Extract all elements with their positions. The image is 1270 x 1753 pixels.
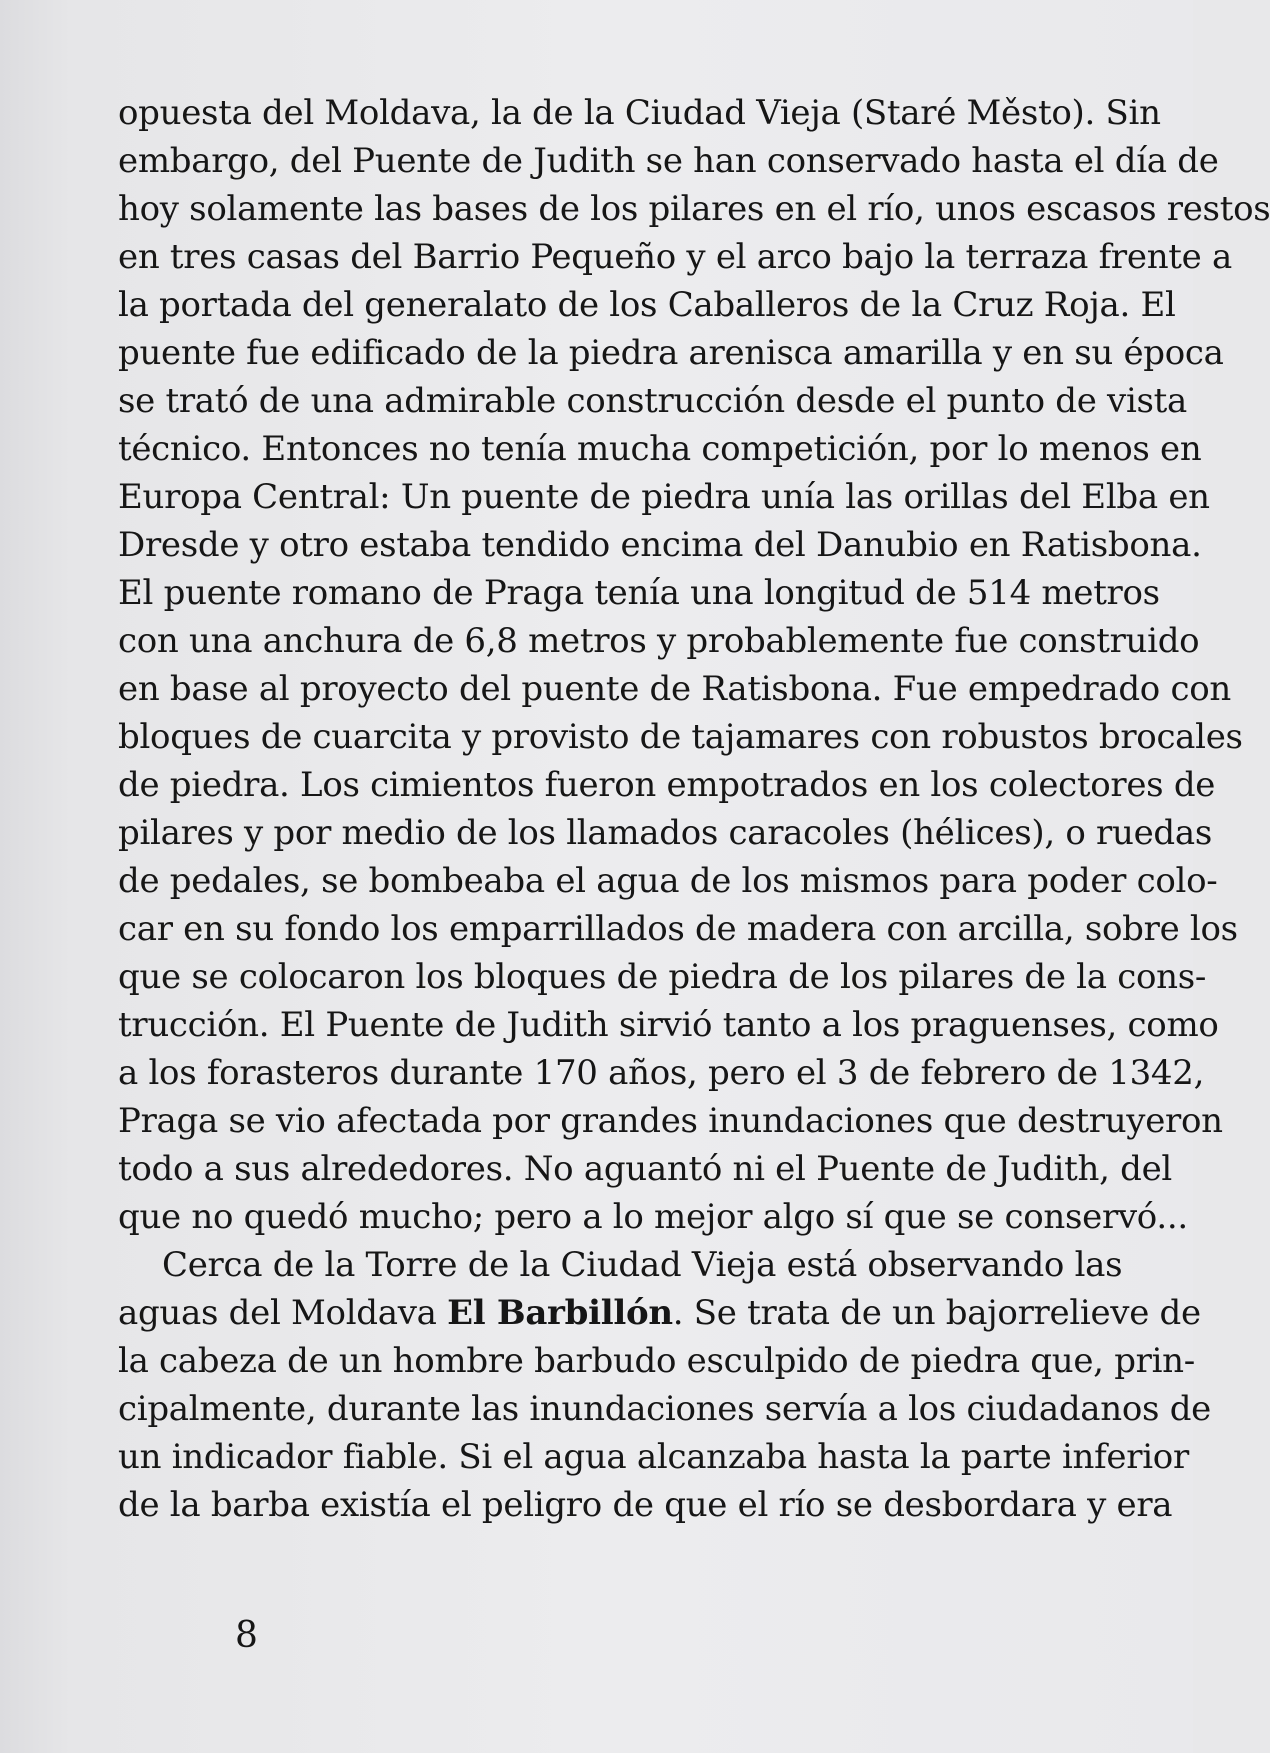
text-line: de la barba existía el peligro de que el río se desbordara y era bbox=[118, 1485, 1173, 1525]
text-line: hoy solamente las bases de los pilares en el río, unos escasos restos bbox=[118, 189, 1270, 229]
bold-term: El Barbillón bbox=[447, 1293, 673, 1333]
page-number: 8 bbox=[235, 1615, 258, 1656]
text-line: Dresde y otro estaba tendido encima del Danubio en Ratisbona. bbox=[118, 525, 1202, 565]
text-line: en base al proyecto del puente de Ratisbona. Fue empedrado con bbox=[118, 669, 1231, 709]
text-line: que no quedó mucho; pero a lo mejor algo sí que se conservó... bbox=[118, 1197, 1188, 1237]
text-fragment: aguas del Moldava bbox=[118, 1293, 448, 1333]
text-line: la cabeza de un hombre barbudo esculpido de piedra que, prin- bbox=[118, 1341, 1195, 1381]
text-line: El puente romano de Praga tenía una longitud de 514 metros bbox=[118, 573, 1160, 613]
text-line: que se colocaron los bloques de piedra de los pilares de la cons- bbox=[118, 957, 1207, 997]
text-line: Europa Central: Un puente de piedra unía las orillas del Elba en bbox=[118, 477, 1210, 517]
text-line: puente fue edificado de la piedra arenisca amarilla y en su época bbox=[118, 333, 1224, 373]
text-line: car en su fondo los emparrillados de madera con arcilla, sobre los bbox=[118, 909, 1238, 949]
text-line: embargo, del Puente de Judith se han conservado hasta el día de bbox=[118, 141, 1219, 181]
paragraph-2 bbox=[118, 1241, 1211, 1529]
text-line: Praga se vio afectada por grandes inundaciones que destruyeron bbox=[118, 1101, 1223, 1141]
text-line: opuesta del Moldava, la de la Ciudad Vieja (Staré Město). Sin bbox=[118, 93, 1161, 133]
text-line: técnico. Entonces no tenía mucha competición, por lo menos en bbox=[118, 429, 1202, 469]
text-line: bloques de cuarcita y provisto de tajamares con robustos brocales bbox=[118, 717, 1243, 757]
text-line: pilares y por medio de los llamados caracoles (hélices), o ruedas bbox=[118, 813, 1212, 853]
text-line: de pedales, se bombeaba el agua de los mismos para poder colo- bbox=[118, 861, 1218, 901]
text-line: con una anchura de 6,8 metros y probablemente fue construido bbox=[118, 621, 1200, 661]
text-line: de piedra. Los cimientos fueron empotrados en los colectores de bbox=[118, 765, 1216, 805]
paragraph-1 bbox=[118, 89, 1270, 1241]
text-fragment: . Se trata de un bajorrelieve de bbox=[672, 1293, 1201, 1333]
text-line: todo a sus alrededores. No aguantó ni el Puente de Judith, del bbox=[118, 1149, 1172, 1189]
body-text bbox=[118, 89, 1270, 1529]
text-line: se trató de una admirable construcción desde el punto de vista bbox=[118, 381, 1188, 421]
text-line: un indicador fiable. Si el agua alcanzaba hasta la parte inferior bbox=[118, 1437, 1189, 1477]
text-line: en tres casas del Barrio Pequeño y el arco bajo la terraza frente a bbox=[118, 237, 1232, 277]
text-line: Cerca de la Torre de la Ciudad Vieja está observando las bbox=[162, 1245, 1123, 1285]
text-line: cipalmente, durante las inundaciones servía a los ciudadanos de bbox=[118, 1389, 1211, 1429]
text-line: trucción. El Puente de Judith sirvió tanto a los praguenses, como bbox=[118, 1005, 1219, 1045]
text-line-with-bold-term bbox=[118, 1289, 1201, 1337]
text-line: a los forasteros durante 170 años, pero el 3 de febrero de 1342, bbox=[118, 1053, 1205, 1093]
text-line: la portada del generalato de los Caballeros de la Cruz Roja. El bbox=[118, 285, 1176, 325]
